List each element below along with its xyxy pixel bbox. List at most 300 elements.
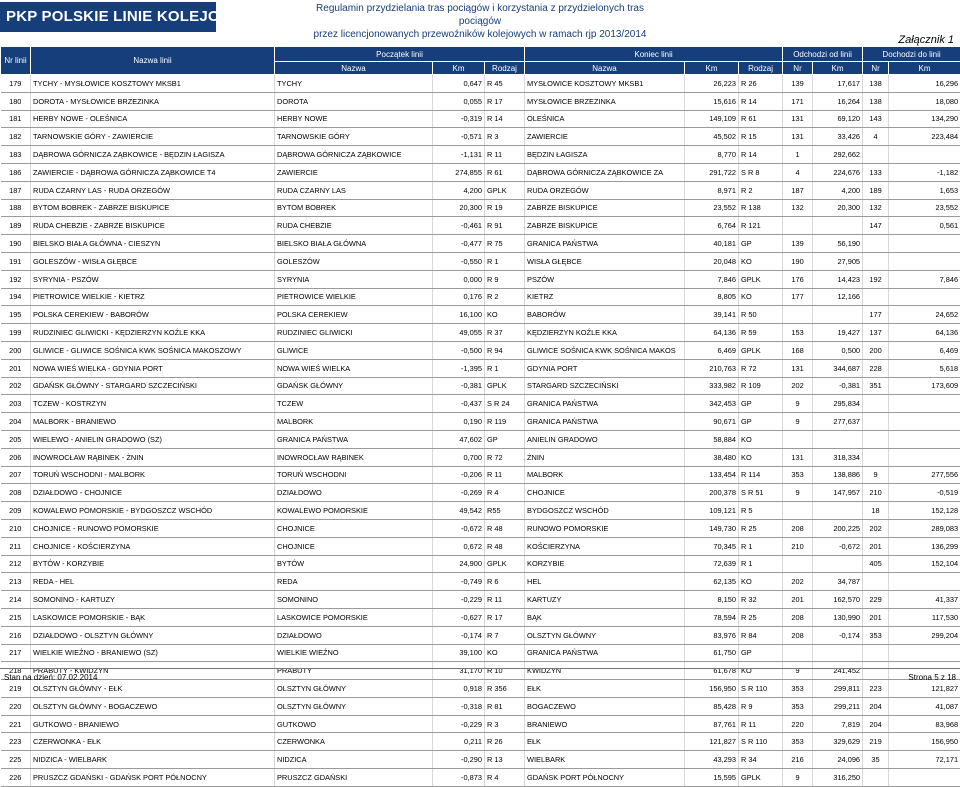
subheader-start-km: Km [433,62,485,75]
cell-branch-to-nr [863,573,889,591]
cell-branch-to-nr: 202 [863,519,889,537]
cell-start-type: KO [485,306,525,324]
cell-end-km: 87,761 [685,715,739,733]
cell-end-name: ZABRZE BISKUPICE [525,217,685,235]
cell-branch-from-km: 147,957 [813,484,863,502]
cell-branch-to-nr: 200 [863,341,889,359]
cell-start-name: DZIAŁDOWO [275,626,433,644]
cell-end-name: MYSŁOWICE KOSZTOWY MKSB1 [525,75,685,93]
cell-start-type: R 14 [485,110,525,128]
cell-line-name: NOWA WIEŚ WIELKA - GDYNIA PORT [31,359,275,377]
cell-branch-to-km [889,769,960,787]
cell-start-name: OLSZTYN GŁÓWNY [275,697,433,715]
cell-start-type: R 4 [485,484,525,502]
cell-end-name: HEL [525,573,685,591]
footer-date: Stan na dzień: 07.02.2014 [4,673,97,682]
cell-start-km: -0,319 [433,110,485,128]
railway-lines-table [0,46,960,787]
cell-branch-from-nr: 177 [783,288,813,306]
cell-start-name: KOWALEWO POMORSKIE [275,502,433,520]
cell-start-name: DZIAŁDOWO [275,484,433,502]
cell-end-type: R 121 [739,217,783,235]
cell-start-km: -0,749 [433,573,485,591]
table-row [1,591,960,609]
cell-branch-to-nr: 204 [863,715,889,733]
cell-end-name: GRANICA PAŃSTWA [525,395,685,413]
cell-start-km: 0,055 [433,92,485,110]
cell-end-km: 20,048 [685,252,739,270]
cell-start-type: R 356 [485,680,525,698]
cell-branch-to-km [889,146,960,164]
cell-start-name: GUTKOWO [275,715,433,733]
cell-end-km: 8,150 [685,591,739,609]
table-row [1,110,960,128]
cell-branch-to-km: 277,556 [889,466,960,484]
subheader-to-nr: Nr [863,62,889,75]
subheader-end-name: Nazwa [525,62,685,75]
cell-line-number: 194 [1,288,31,306]
cell-branch-to-km: 156,950 [889,733,960,751]
cell-line-name: RUDZINIEC GLIWICKI - KĘDZIERZYN KOŹLE KKA [31,324,275,342]
cell-start-km: -0,550 [433,252,485,270]
cell-branch-to-nr [863,288,889,306]
cell-start-type: GPLK [485,377,525,395]
cell-line-name: SOMONINO - KARTUZY [31,591,275,609]
cell-line-number: 209 [1,502,31,520]
cell-line-name: LASKOWICE POMORSKIE - BĄK [31,608,275,626]
cell-end-type: R 1 [739,537,783,555]
subheader-from-km: Km [813,62,863,75]
cell-end-km: 8,805 [685,288,739,306]
cell-start-type: R 1 [485,252,525,270]
cell-branch-to-km: 1,653 [889,181,960,199]
cell-branch-to-km [889,573,960,591]
cell-end-km: 149,109 [685,110,739,128]
cell-end-km: 72,639 [685,555,739,573]
cell-branch-to-nr: 35 [863,751,889,769]
cell-line-number: 218 [1,662,31,680]
footer-divider [0,668,960,669]
table-row [1,608,960,626]
cell-branch-from-nr: 187 [783,181,813,199]
cell-end-name: RUDA ORZEGÓW [525,181,685,199]
cell-end-km: 291,722 [685,163,739,181]
cell-end-type: GP [739,395,783,413]
cell-start-name: INOWROCŁAW RĄBINEK [275,448,433,466]
cell-branch-to-km: 16,296 [889,75,960,93]
table-row [1,252,960,270]
subheader-from-nr: Nr [783,62,813,75]
cell-end-name: MYSŁOWICE BRZEZINKA [525,92,685,110]
cell-branch-to-nr: 189 [863,181,889,199]
cell-start-km: -0,873 [433,769,485,787]
cell-end-type: R 59 [739,324,783,342]
cell-branch-from-km: 318,334 [813,448,863,466]
cell-end-type: R 50 [739,306,783,324]
cell-branch-from-km: 12,166 [813,288,863,306]
cell-start-type: R 11 [485,591,525,609]
cell-branch-from-km: 17,617 [813,75,863,93]
cell-branch-from-km: 33,426 [813,128,863,146]
cell-branch-to-km [889,252,960,270]
title-line-1: Regulamin przydzielania tras pociągów i korzystania z przydzielonych tras pociągów [300,2,660,28]
cell-start-km: -0,174 [433,626,485,644]
cell-end-name: BĘDZIN ŁAGISZA [525,146,685,164]
cell-line-number: 188 [1,199,31,217]
cell-start-km: 0,647 [433,75,485,93]
cell-line-number: 221 [1,715,31,733]
cell-end-km: 342,453 [685,395,739,413]
table-row [1,288,960,306]
cell-line-number: 195 [1,306,31,324]
cell-end-type: GP [739,644,783,662]
subheader-end-km: Km [685,62,739,75]
cell-end-name: KARTUZY [525,591,685,609]
cell-end-type: KO [739,448,783,466]
table-row [1,128,960,146]
cell-line-name: DZIAŁDOWO - CHOJNICE [31,484,275,502]
cell-end-km: 6,764 [685,217,739,235]
cell-start-type: R 72 [485,448,525,466]
cell-end-type: GPLK [739,769,783,787]
cell-start-km: 4,200 [433,181,485,199]
cell-branch-from-nr: 202 [783,377,813,395]
table-row [1,626,960,644]
cell-branch-from-nr: 190 [783,252,813,270]
cell-start-type: R 7 [485,626,525,644]
table-row [1,715,960,733]
table-row [1,395,960,413]
title-line-2: przez licencjonowanych przewoźników kolejowych w ramach rjp 2013/2014 [300,28,660,41]
cell-start-name: TCZEW [275,395,433,413]
cell-start-type: R 1 [485,359,525,377]
cell-branch-to-km: 23,552 [889,199,960,217]
cell-line-number: 186 [1,163,31,181]
cell-start-km: 0,211 [433,733,485,751]
cell-end-name: ZABRZE BISKUPICE [525,199,685,217]
cell-branch-to-nr: 204 [863,697,889,715]
cell-start-name: GRANICA PAŃSTWA [275,430,433,448]
cell-branch-from-nr: 171 [783,92,813,110]
cell-line-number: 190 [1,235,31,253]
cell-branch-to-nr: 351 [863,377,889,395]
cell-line-number: 200 [1,341,31,359]
cell-end-type: S R 110 [739,733,783,751]
cell-start-km: 24,900 [433,555,485,573]
cell-line-number: 216 [1,626,31,644]
cell-start-name: DOROTA [275,92,433,110]
cell-end-km: 64,136 [685,324,739,342]
cell-branch-to-nr: 9 [863,466,889,484]
cell-line-number: 212 [1,555,31,573]
cell-start-type: R 10 [485,662,525,680]
cell-end-type: GPLK [739,341,783,359]
cell-start-type: R 3 [485,715,525,733]
cell-branch-to-km: 121,827 [889,680,960,698]
table-row [1,662,960,680]
table-row [1,413,960,431]
cell-branch-to-km: 0,561 [889,217,960,235]
cell-branch-to-km [889,430,960,448]
cell-line-name: TARNOWSKIE GÓRY - ZAWIERCIE [31,128,275,146]
table-row [1,466,960,484]
cell-start-name: BIELSKO BIAŁA GŁÓWNA [275,235,433,253]
cell-branch-to-nr: 177 [863,306,889,324]
cell-line-name: TYCHY - MYSŁOWICE KOSZTOWY MKSB1 [31,75,275,93]
cell-branch-from-nr: 168 [783,341,813,359]
cell-end-km: 210,763 [685,359,739,377]
cell-end-type: R 109 [739,377,783,395]
cell-branch-to-nr: 210 [863,484,889,502]
cell-branch-to-nr [863,644,889,662]
cell-line-name: DOROTA - MYSŁOWICE BRZEZINKA [31,92,275,110]
cell-end-type: R 34 [739,751,783,769]
cell-start-type: R 94 [485,341,525,359]
cell-branch-from-km [813,502,863,520]
cell-line-number: 179 [1,75,31,93]
cell-start-type: R 2 [485,288,525,306]
cell-line-number: 189 [1,217,31,235]
cell-line-number: 202 [1,377,31,395]
cell-line-number: 220 [1,697,31,715]
cell-line-number: 201 [1,359,31,377]
cell-line-name: GOLESZÓW - WISŁA GŁĘBCE [31,252,275,270]
cell-branch-to-km: 5,618 [889,359,960,377]
cell-start-name: HERBY NOWE [275,110,433,128]
cell-branch-from-km: 24,096 [813,751,863,769]
cell-line-name: TCZEW - KOSTRZYN [31,395,275,413]
cell-end-type: GPLK [739,270,783,288]
cell-line-name: DZIAŁDOWO - OLSZTYN GŁÓWNY [31,626,275,644]
cell-line-name: BIELSKO BIAŁA GŁÓWNA - CIESZYN [31,235,275,253]
cell-start-km: -0,269 [433,484,485,502]
cell-end-km: 62,135 [685,573,739,591]
cell-end-km: 8,770 [685,146,739,164]
cell-branch-from-km: 0,500 [813,341,863,359]
cell-start-name: RUDA CHEBZIE [275,217,433,235]
table-row [1,75,960,93]
cell-branch-from-nr: 131 [783,110,813,128]
table-row [1,448,960,466]
table-row [1,537,960,555]
cell-start-name: BYTOM BOBREK [275,199,433,217]
cell-branch-to-km: 117,530 [889,608,960,626]
cell-line-number: 207 [1,466,31,484]
cell-branch-from-nr: 353 [783,466,813,484]
cell-branch-from-nr: 139 [783,75,813,93]
pkp-logo: PKP POLSKIE LINIE KOLEJOWE S.A. [0,2,216,32]
table-row [1,573,960,591]
cell-line-number: 182 [1,128,31,146]
cell-branch-from-nr: 9 [783,413,813,431]
cell-branch-from-nr: 210 [783,537,813,555]
cell-end-name: KIETRZ [525,288,685,306]
cell-line-name: GUTKOWO - BRANIEWO [31,715,275,733]
cell-end-type: R 32 [739,591,783,609]
header-line-start: Początek linii [275,47,525,62]
cell-branch-from-nr: 208 [783,608,813,626]
cell-end-type: S R 51 [739,484,783,502]
table-row [1,502,960,520]
cell-end-type: R 11 [739,715,783,733]
cell-line-name: INOWROCŁAW RĄBINEK - ŻNIN [31,448,275,466]
cell-line-name: POLSKA CEREKIEW - BABORÓW [31,306,275,324]
cell-line-name: ZAWIERCIE - DĄBROWA GÓRNICZA ZĄBKOWICE T4 [31,163,275,181]
cell-line-number: 213 [1,573,31,591]
cell-start-name: NOWA WIEŚ WIELKA [275,359,433,377]
cell-branch-to-nr [863,252,889,270]
cell-branch-from-nr: 9 [783,769,813,787]
cell-branch-from-km: 329,629 [813,733,863,751]
table-row [1,680,960,698]
cell-branch-to-nr: 147 [863,217,889,235]
cell-branch-from-km: 200,225 [813,519,863,537]
cell-branch-from-nr [783,217,813,235]
cell-branch-from-km: 4,200 [813,181,863,199]
cell-start-name: PRABUTY [275,662,433,680]
cell-end-name: CHOJNICE [525,484,685,502]
cell-line-number: 204 [1,413,31,431]
cell-end-km: 121,827 [685,733,739,751]
cell-end-name: STARGARD SZCZECIŃSKI [525,377,685,395]
cell-line-number: 214 [1,591,31,609]
cell-branch-from-km [813,644,863,662]
cell-branch-to-km: 41,087 [889,697,960,715]
cell-start-name: RUDA CZARNY LAS [275,181,433,199]
cell-branch-from-km [813,306,863,324]
cell-line-number: 203 [1,395,31,413]
cell-end-type: R 9 [739,697,783,715]
cell-start-name: REDA [275,573,433,591]
cell-start-name: BYTÓW [275,555,433,573]
cell-branch-from-km: 20,300 [813,199,863,217]
cell-line-number: 206 [1,448,31,466]
cell-start-km: -0,672 [433,519,485,537]
cell-line-name: BYTOM BOBREK - ZABRZE BISKUPICE [31,199,275,217]
cell-branch-to-km: 18,080 [889,92,960,110]
cell-end-type: R 72 [739,359,783,377]
cell-line-name: PRUSZCZ GDAŃSKI - GDAŃSK PORT PÓŁNOCNY [31,769,275,787]
cell-end-type: R 15 [739,128,783,146]
cell-branch-from-km: 34,787 [813,573,863,591]
cell-end-km: 43,293 [685,751,739,769]
table-row [1,181,960,199]
cell-branch-to-nr: 192 [863,270,889,288]
cell-end-name: OLSZTYN GŁÓWNY [525,626,685,644]
cell-start-name: TYCHY [275,75,433,93]
cell-line-name: KOWALEWO POMORSKIE - BYDGOSZCZ WSCHÓD [31,502,275,520]
cell-line-number: 219 [1,680,31,698]
cell-start-name: TORUŃ WSCHODNI [275,466,433,484]
cell-end-km: 156,950 [685,680,739,698]
cell-branch-from-nr: 353 [783,680,813,698]
cell-end-km: 8,971 [685,181,739,199]
header-line-name: Nazwa linii [31,47,275,75]
cell-end-name: ANIELIN GRADOWO [525,430,685,448]
cell-start-name: RUDZINIEC GLIWICKI [275,324,433,342]
cell-line-name: TORUŃ WSCHODNI - MALBORK [31,466,275,484]
cell-branch-from-nr: 353 [783,733,813,751]
cell-end-name: GRANICA PAŃSTWA [525,413,685,431]
table-row [1,733,960,751]
cell-start-name: DĄBROWA GÓRNICZA ZĄBKOWICE [275,146,433,164]
cell-end-name: BOGACZEWO [525,697,685,715]
cell-line-number: 210 [1,519,31,537]
cell-end-type: R 25 [739,519,783,537]
cell-start-type: R 91 [485,217,525,235]
cell-end-name: WIELBARK [525,751,685,769]
cell-branch-from-km: 56,190 [813,235,863,253]
cell-branch-to-nr [863,430,889,448]
cell-start-km: -0,206 [433,466,485,484]
cell-end-name: GLIWICE SOŚNICA KWK SOŚNICA MAKOS [525,341,685,359]
cell-branch-from-nr: 208 [783,626,813,644]
cell-branch-from-nr: 131 [783,128,813,146]
cell-line-number: 183 [1,146,31,164]
cell-branch-from-km: 19,427 [813,324,863,342]
cell-start-type: R 9 [485,270,525,288]
cell-branch-from-nr: 208 [783,519,813,537]
cell-branch-to-km: 83,968 [889,715,960,733]
cell-branch-from-km: 316,250 [813,769,863,787]
cell-line-name: WIELKIE WIEŹNO - BRANIEWO (SZ) [31,644,275,662]
cell-end-km: 61,750 [685,644,739,662]
cell-branch-to-km: 299,204 [889,626,960,644]
subheader-start-type: Rodzaj [485,62,525,75]
cell-start-type: R 17 [485,608,525,626]
table-row [1,359,960,377]
cell-branch-from-nr: 220 [783,715,813,733]
cell-end-name: DĄBROWA GÓRNICZA ZĄBKOWICE ZA [525,163,685,181]
cell-branch-to-nr: 201 [863,608,889,626]
cell-line-number: 223 [1,733,31,751]
cell-end-name: ŻNIN [525,448,685,466]
cell-start-name: WIELKIE WIEŹNO [275,644,433,662]
cell-end-km: 83,976 [685,626,739,644]
cell-line-number: 192 [1,270,31,288]
cell-end-km: 90,671 [685,413,739,431]
cell-end-type: KO [739,573,783,591]
cell-branch-to-km: 7,846 [889,270,960,288]
cell-end-type: R 26 [739,75,783,93]
document-title [300,2,660,41]
cell-branch-to-nr: 143 [863,110,889,128]
cell-end-km: 38,480 [685,448,739,466]
cell-line-name: HERBY NOWE - OLEŚNICA [31,110,275,128]
cell-start-km: -0,461 [433,217,485,235]
cell-start-name: ZAWIERCIE [275,163,433,181]
cell-start-km: -0,437 [433,395,485,413]
cell-end-km: 61,678 [685,662,739,680]
cell-end-name: MALBORK [525,466,685,484]
cell-branch-from-km: -0,672 [813,537,863,555]
cell-start-name: NIDZICA [275,751,433,769]
cell-branch-from-nr: 153 [783,324,813,342]
cell-line-name: RUDA CZARNY LAS - RUDA ORZEGÓW [31,181,275,199]
cell-end-km: 15,616 [685,92,739,110]
cell-start-km: -0,229 [433,591,485,609]
cell-end-type: R 14 [739,146,783,164]
cell-branch-from-km: 7,819 [813,715,863,733]
cell-branch-to-km: -0,519 [889,484,960,502]
cell-start-type: GPLK [485,181,525,199]
table-body [1,75,960,787]
cell-branch-from-nr: 201 [783,591,813,609]
cell-start-type: R 37 [485,324,525,342]
cell-start-km: 0,918 [433,680,485,698]
cell-end-km: 78,594 [685,608,739,626]
cell-start-type: R 11 [485,466,525,484]
